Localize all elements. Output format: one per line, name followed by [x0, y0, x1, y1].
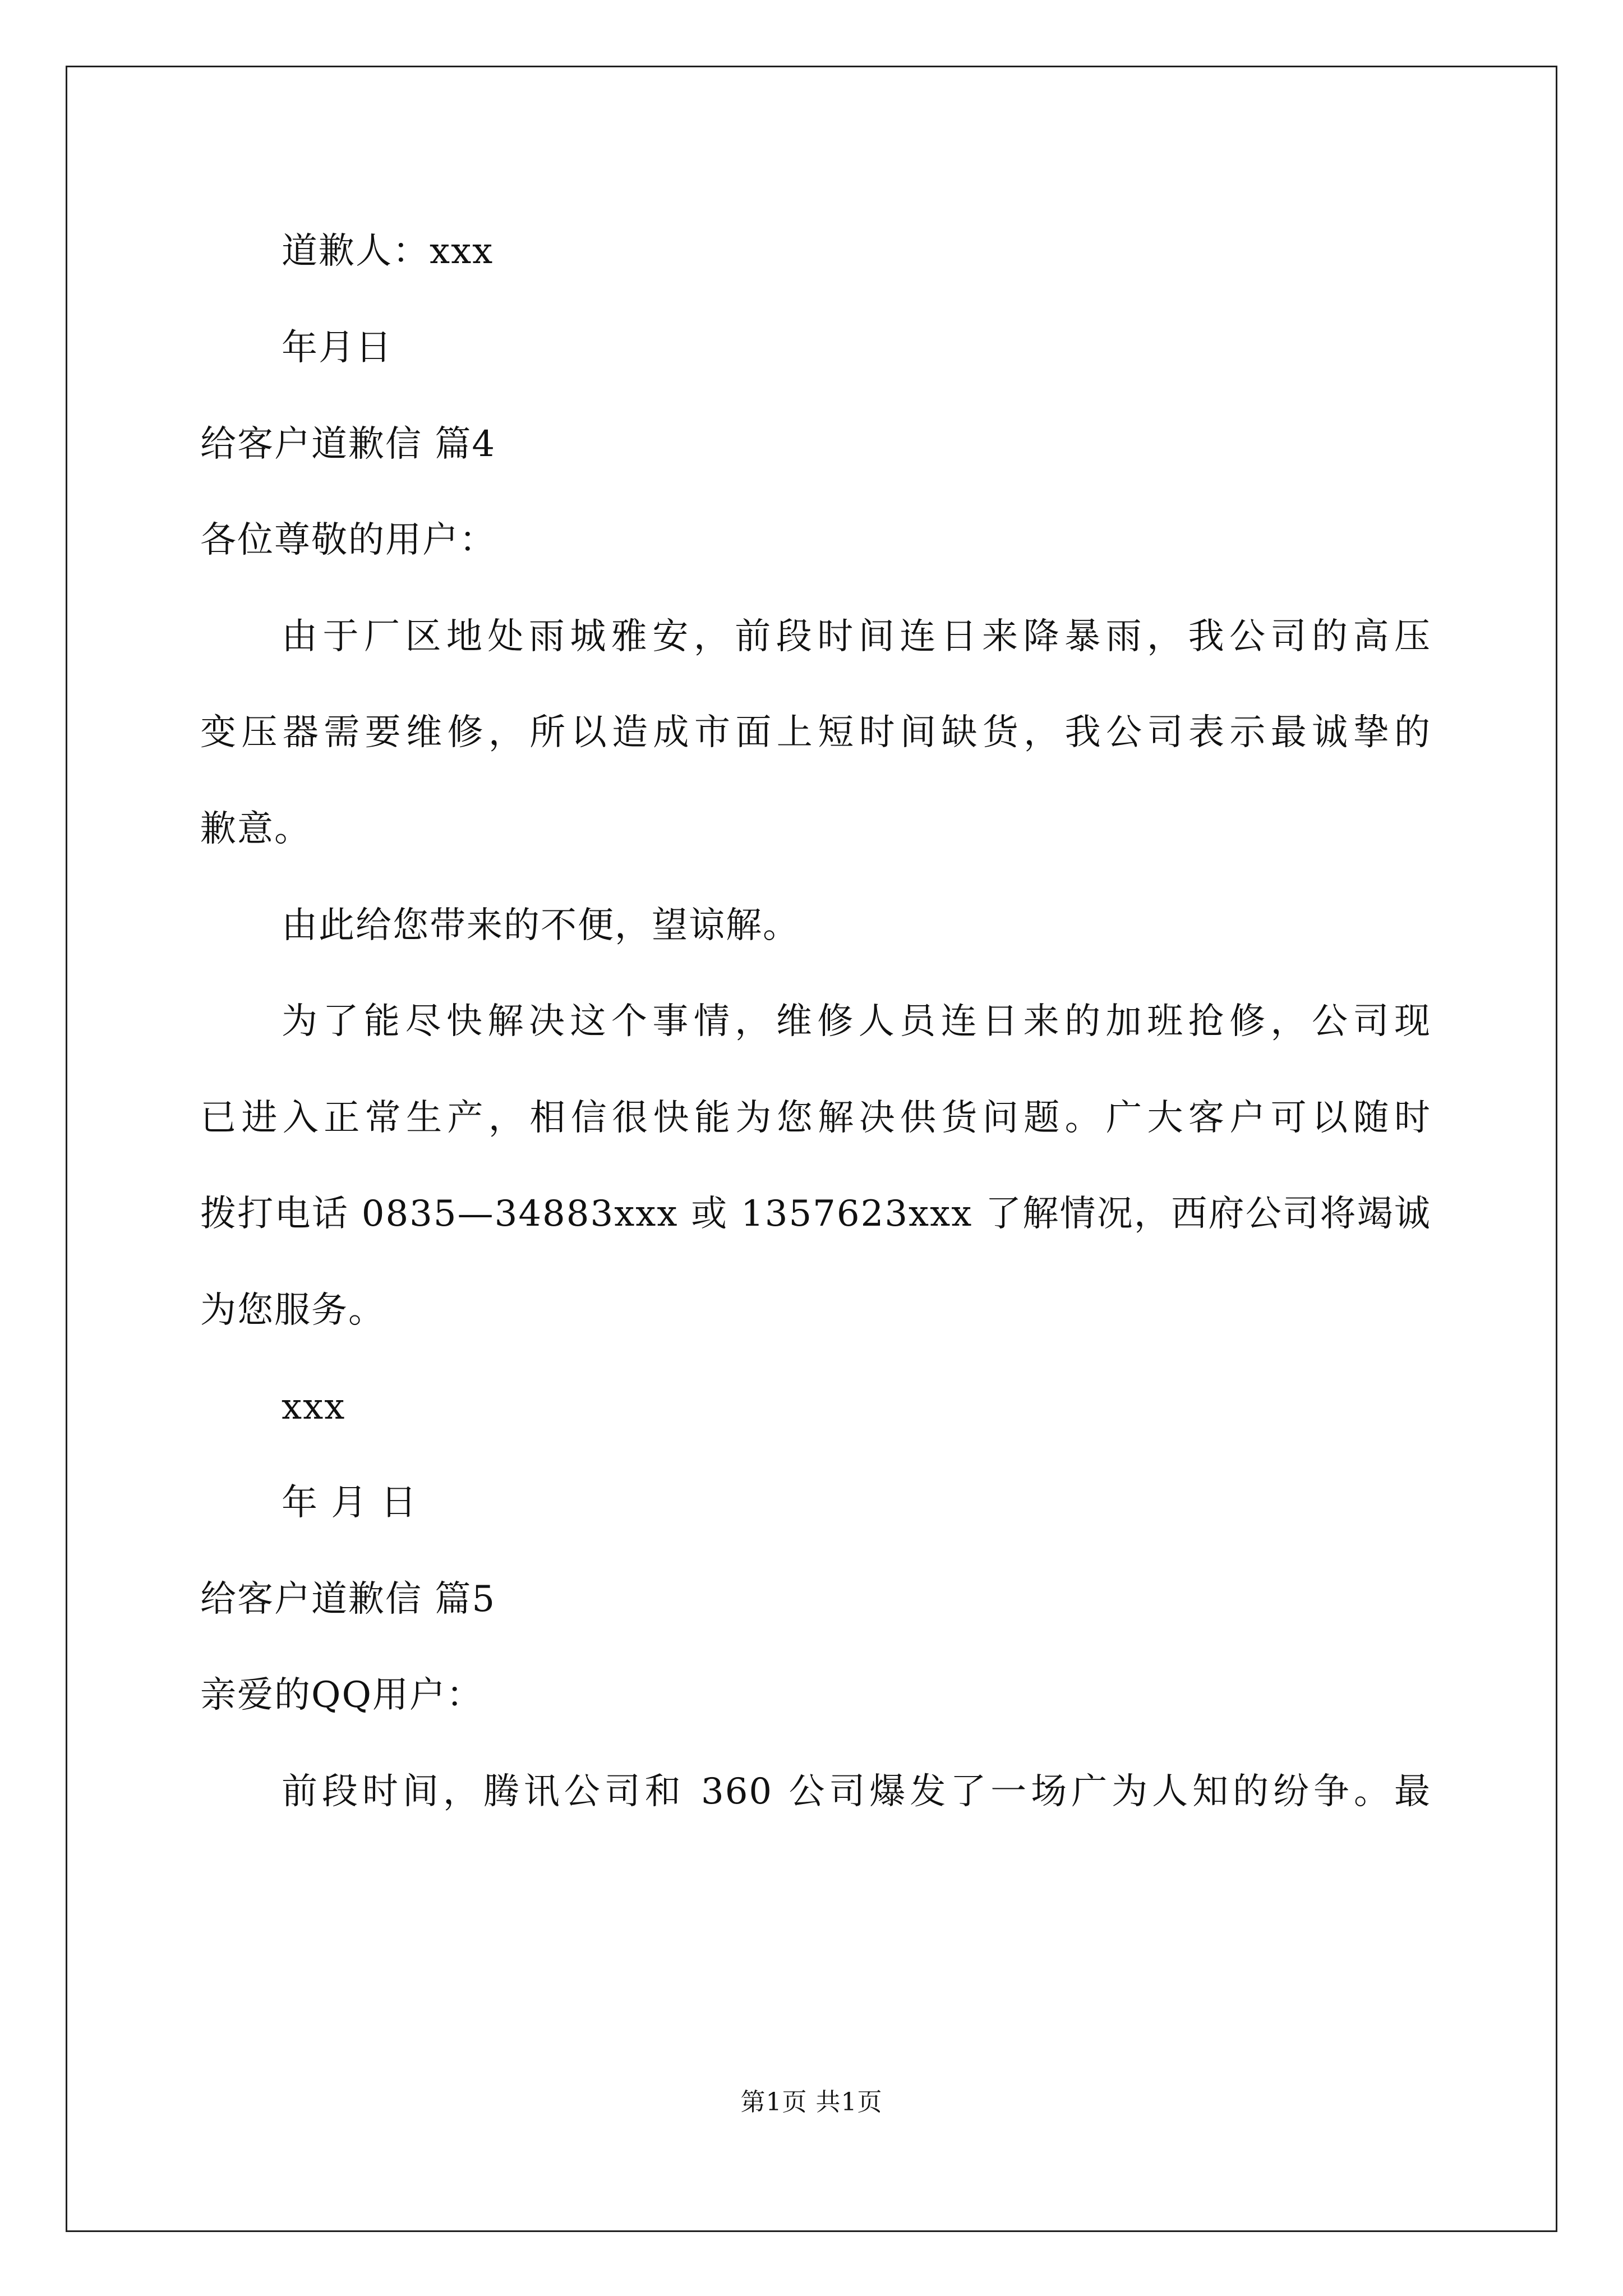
page-border [66, 66, 1557, 2232]
paragraph-line: 变压器需要维修，所以造成市面上短时间缺货，我公司表示最诚挚的 [200, 712, 1431, 753]
paragraph-line: 拨打电话 0835—34883xxx 或 1357623xxx 了解情况，西府公司将竭诚 [200, 1193, 1431, 1235]
section-heading-4: 给客户道歉信 篇4 [200, 424, 496, 465]
paragraph-line: 由此给您带来的不便，望谅解。 [282, 905, 800, 946]
signature-apologizer: 道歉人：xxx [282, 231, 494, 272]
salutation-users: 各位尊敬的用户： [200, 519, 496, 561]
date-line: 年 月 日 [282, 1482, 418, 1524]
section-heading-5: 给客户道歉信 篇5 [200, 1579, 496, 1620]
paragraph-line: 为了能尽快解决这个事情，维修人员连日来的加班抢修，公司现 [282, 1001, 1431, 1042]
page-number-footer: 第1页 共1页 [740, 2088, 883, 2116]
paragraph-line: 前段时间，腾讯公司和 360 公司爆发了一场广为人知的纷争。最 [282, 1771, 1431, 1812]
salutation-qq-users: 亲爱的QQ用户： [200, 1674, 483, 1716]
paragraph-line: 由于厂区地处雨城雅安，前段时间连日来降暴雨，我公司的高压 [282, 616, 1431, 657]
paragraph-line: 已进入正常生产，相信很快能为您解决供货问题。广大客户可以随时 [200, 1097, 1431, 1139]
signature-name: xxx [282, 1386, 346, 1428]
date-line: 年月日 [282, 327, 393, 369]
paragraph-line: 歉意。 [200, 808, 311, 850]
paragraph-line: 为您服务。 [200, 1290, 385, 1331]
